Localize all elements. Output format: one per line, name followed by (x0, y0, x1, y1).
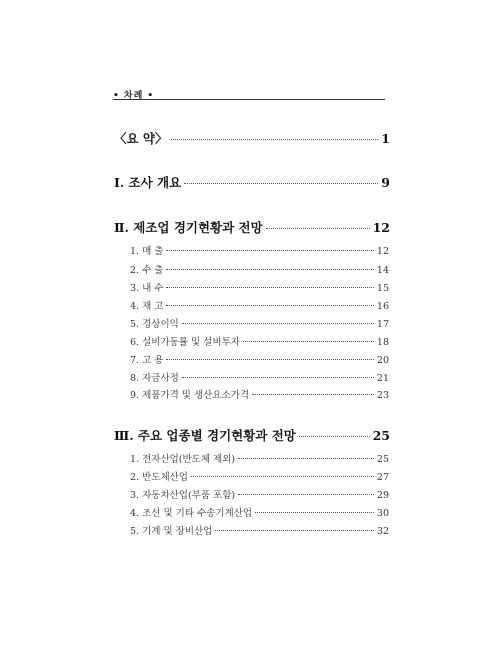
leader-dots (215, 530, 374, 531)
entry-title: 3. 자동차산업(부품 포함) (130, 490, 236, 501)
toc-subentry[interactable] (130, 523, 389, 537)
entry-title: 5. 기계 및 장비산업 (130, 526, 213, 537)
entry-page: 25 (376, 454, 389, 465)
entry-page: 30 (376, 508, 389, 519)
leader-dots (166, 250, 373, 251)
toc-subentry[interactable] (130, 334, 389, 348)
entry-title: 6. 설비가동률 및 설비투자 (130, 337, 240, 348)
toc-subentry[interactable] (130, 451, 389, 465)
leader-dots (238, 494, 374, 495)
leader-dots (166, 269, 373, 270)
leader-dots (266, 228, 370, 229)
entry-page: 27 (376, 472, 389, 483)
leader-dots (238, 458, 374, 459)
entry-page: 18 (376, 337, 389, 348)
entry-title: 3. 내 수 (130, 283, 164, 294)
toc-subentry[interactable] (130, 298, 389, 312)
toc-subentry[interactable] (130, 352, 389, 366)
toc-subentry[interactable] (130, 505, 389, 519)
leader-dots (166, 359, 373, 360)
entry-title: 2. 반도체산업 (130, 472, 188, 483)
leader-dots (171, 139, 379, 140)
entry-title: 4. 재 고 (130, 301, 164, 312)
toc-heading: • 차례 • (113, 91, 155, 101)
entry-page: 15 (376, 283, 389, 294)
toc-subentry[interactable] (130, 262, 389, 276)
entry-title: 〈요 약〉 (114, 131, 168, 146)
entry-page: 12 (376, 246, 389, 257)
entry-title: 2. 수 출 (130, 265, 164, 276)
toc-subentry[interactable] (130, 487, 389, 501)
entry-page: 25 (372, 428, 390, 443)
entry-title: 7. 고 용 (130, 355, 164, 366)
leader-dots (299, 436, 370, 437)
leader-dots (184, 183, 378, 184)
entry-page: 23 (376, 390, 389, 401)
entry-page: 12 (372, 220, 390, 235)
toc-entry-section-3[interactable] (114, 426, 390, 444)
entry-page: 20 (376, 355, 389, 366)
header-rule (113, 99, 385, 100)
leader-dots (166, 305, 373, 306)
entry-title: Ⅲ. 주요 업종별 경기현황과 전망 (114, 428, 296, 443)
toc-subentry[interactable] (130, 316, 389, 330)
entry-page: 16 (376, 301, 389, 312)
entry-page: 21 (376, 373, 389, 384)
entry-page: 32 (376, 526, 389, 537)
toc-subentry[interactable] (130, 280, 389, 294)
entry-page: 9 (381, 175, 390, 190)
entry-title: 1. 매 출 (130, 246, 164, 257)
toc-subentry[interactable] (130, 469, 389, 483)
toc-subentry[interactable] (130, 243, 389, 257)
toc-entry-summary[interactable] (114, 129, 390, 147)
leader-dots (255, 512, 374, 513)
entry-title: 1. 전자산업(반도체 제외) (130, 454, 236, 465)
entry-title: 8. 자금사정 (130, 373, 179, 384)
leader-dots (166, 287, 373, 288)
entry-title: 4. 조선 및 기타 수송기계산업 (130, 508, 253, 519)
toc-subentry[interactable] (130, 370, 389, 384)
toc-entry-section-2[interactable] (114, 218, 390, 236)
toc-entry-section-1[interactable] (114, 173, 390, 191)
entry-page: 29 (376, 490, 389, 501)
entry-page: 17 (376, 319, 389, 330)
entry-title: Ⅰ. 조사 개요 (114, 175, 182, 190)
leader-dots (252, 394, 374, 395)
entry-title: 9. 제품가격 및 생산요소가격 (130, 390, 250, 401)
entry-page: 14 (376, 265, 389, 276)
entry-title: Ⅱ. 제조업 경기현황과 전망 (114, 220, 263, 235)
leader-dots (182, 377, 374, 378)
leader-dots (191, 476, 374, 477)
leader-dots (182, 323, 374, 324)
entry-title: 5. 경상이익 (130, 319, 179, 330)
leader-dots (243, 341, 374, 342)
toc-header (113, 88, 385, 101)
toc-subentry[interactable] (130, 387, 389, 401)
entry-page: 1 (381, 131, 390, 146)
